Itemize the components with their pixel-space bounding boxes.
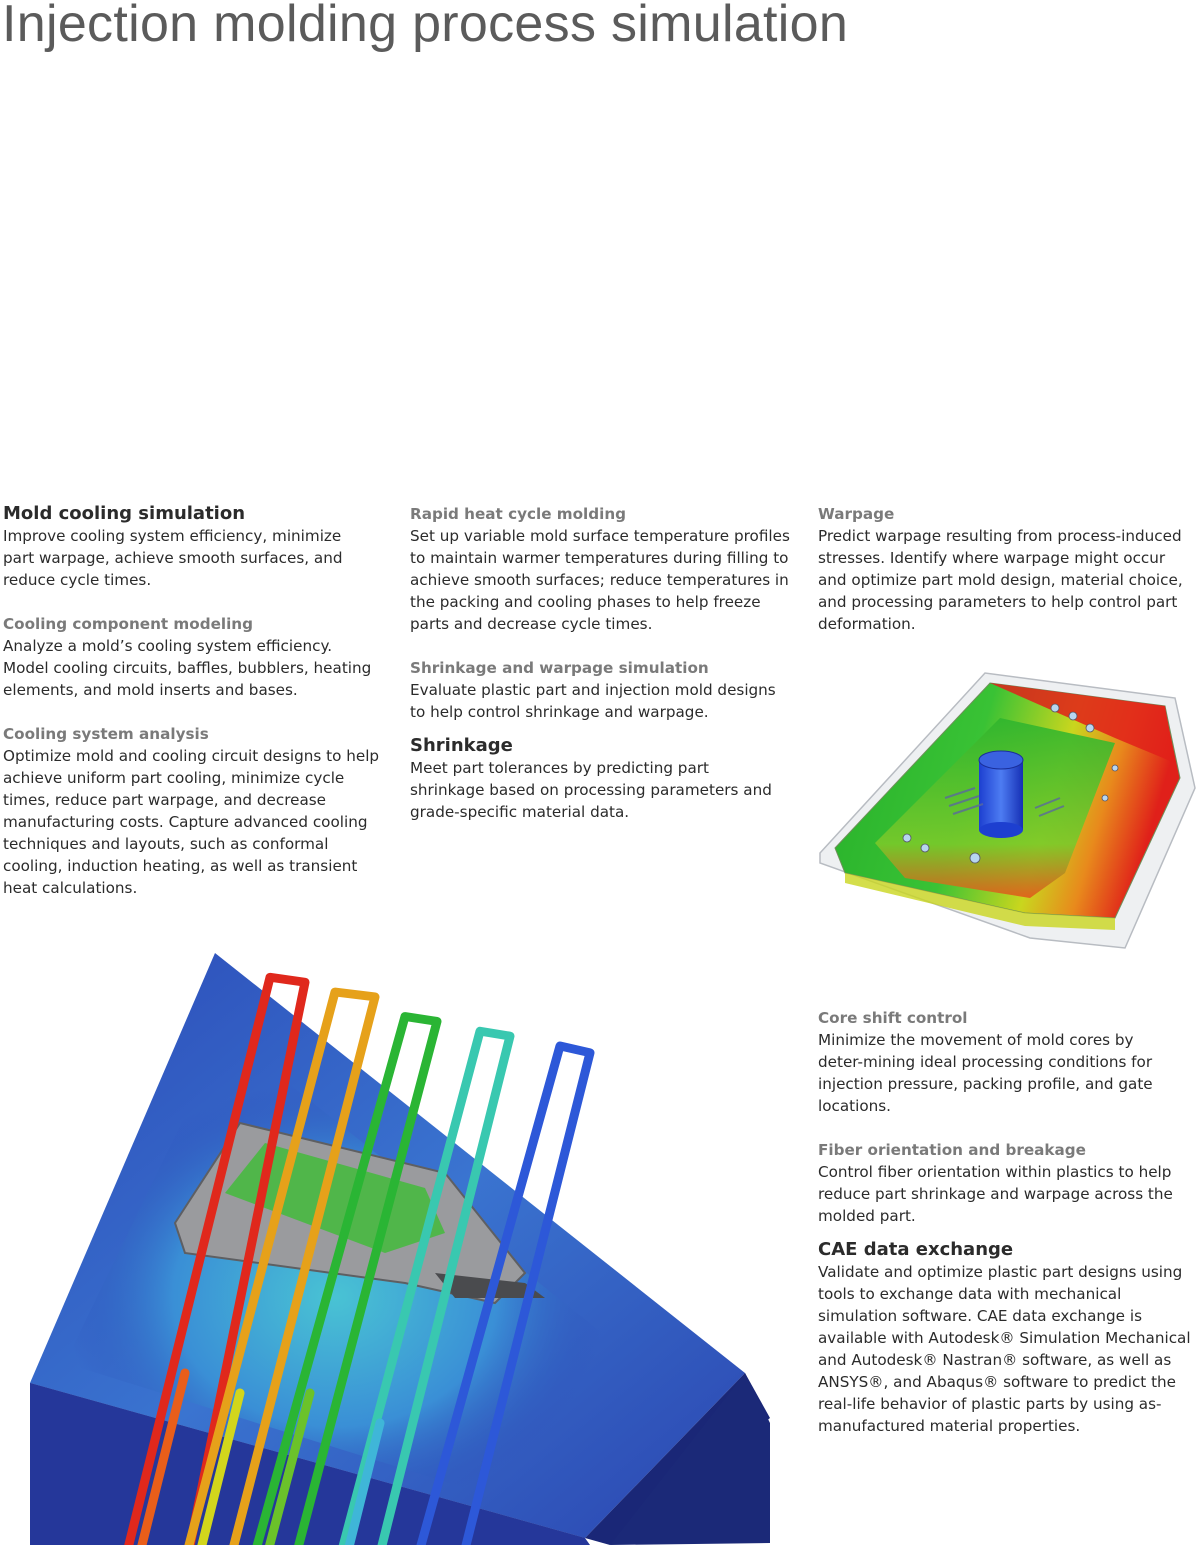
- page-title: Injection molding process simulation: [2, 0, 849, 53]
- text-fiber-orientation: Control fiber orientation within plastics to help reduce part shrinkage and warpage across the molded part.: [818, 1163, 1173, 1225]
- text-cooling-system-analysis: Optimize mold and cooling circuit designs to help achieve uniform part cooling, minimize cycle times, reduce part warpage, and decrease manufacturing costs. Capture advanced cooling techniques and layouts, such as conformal cooling, induction heating, as well as transient heat calculations.: [3, 747, 380, 897]
- subheading-cooling-component-modeling: Cooling component modeling: [3, 615, 253, 633]
- text-shrinkage: Meet part tolerances by predicting part shrinkage based on processing parameters and grade-specific material data.: [410, 759, 772, 821]
- column-core-shift: [818, 1007, 1196, 1437]
- text-rapid-heat-cycle: Set up variable mold surface temperature profiles to maintain warmer temperatures during filling to achieve smooth surfaces; reduce temperatures in the packing and cooling phases to help freeze parts and decrease cycle times.: [410, 527, 790, 633]
- column-warpage: [818, 503, 1196, 635]
- column-mold-cooling: [3, 503, 388, 899]
- subheading-shrinkage-warpage-simulation: Shrinkage and warpage simulation: [410, 659, 709, 677]
- text-cae-data-exchange: Validate and optimize plastic part designs using tools to exchange data with mechanical simulation software. CAE data exchange is available with Autodesk® Simulation Mechanical and Autodesk® Nastran® software, as well as ANSYS®, and Abaqus® software to predict the real-life behavior of plastic parts by using as-manufactured material properties.: [818, 1263, 1191, 1435]
- subheading-fiber-orientation: Fiber orientation and breakage: [818, 1141, 1086, 1159]
- text-mold-cooling-intro: Improve cooling system efficiency, minimize part warpage, achieve smooth surfaces, and reduce cycle times.: [3, 527, 343, 589]
- text-core-shift-control: Minimize the movement of mold cores by deter-mining ideal processing conditions for injection pressure, packing profile, and gate locations.: [818, 1031, 1153, 1115]
- text-warpage: Predict warpage resulting from process-induced stresses. Identify where warpage might occur and optimize part mold design, material choice, and processing parameters to help control part deformation.: [818, 527, 1183, 633]
- subheading-core-shift-control: Core shift control: [818, 1009, 968, 1027]
- text-cooling-component-line1: Analyze a mold’s cooling system efficiency.: [3, 637, 333, 655]
- warpage-simulation-image: [815, 668, 1198, 953]
- heading-cae-data-exchange: CAE data exchange: [818, 1239, 1014, 1260]
- subheading-cooling-system-analysis: Cooling system analysis: [3, 725, 209, 743]
- mold-cooling-simulation-image: [25, 953, 770, 1545]
- heading-shrinkage: Shrinkage: [410, 735, 513, 756]
- subheading-warpage: Warpage: [818, 505, 895, 523]
- text-cooling-component-line2: Model cooling circuits, baffles, bubblers, heating elements, and mold inserts and bases.: [3, 659, 372, 699]
- text-shrinkage-warpage-simulation: Evaluate plastic part and injection mold designs to help control shrinkage and warpage.: [410, 681, 776, 721]
- column-rapid-heat: [410, 503, 790, 823]
- subheading-rapid-heat-cycle-molding: Rapid heat cycle molding: [410, 505, 627, 523]
- heading-mold-cooling-simulation: Mold cooling simulation: [3, 503, 246, 524]
